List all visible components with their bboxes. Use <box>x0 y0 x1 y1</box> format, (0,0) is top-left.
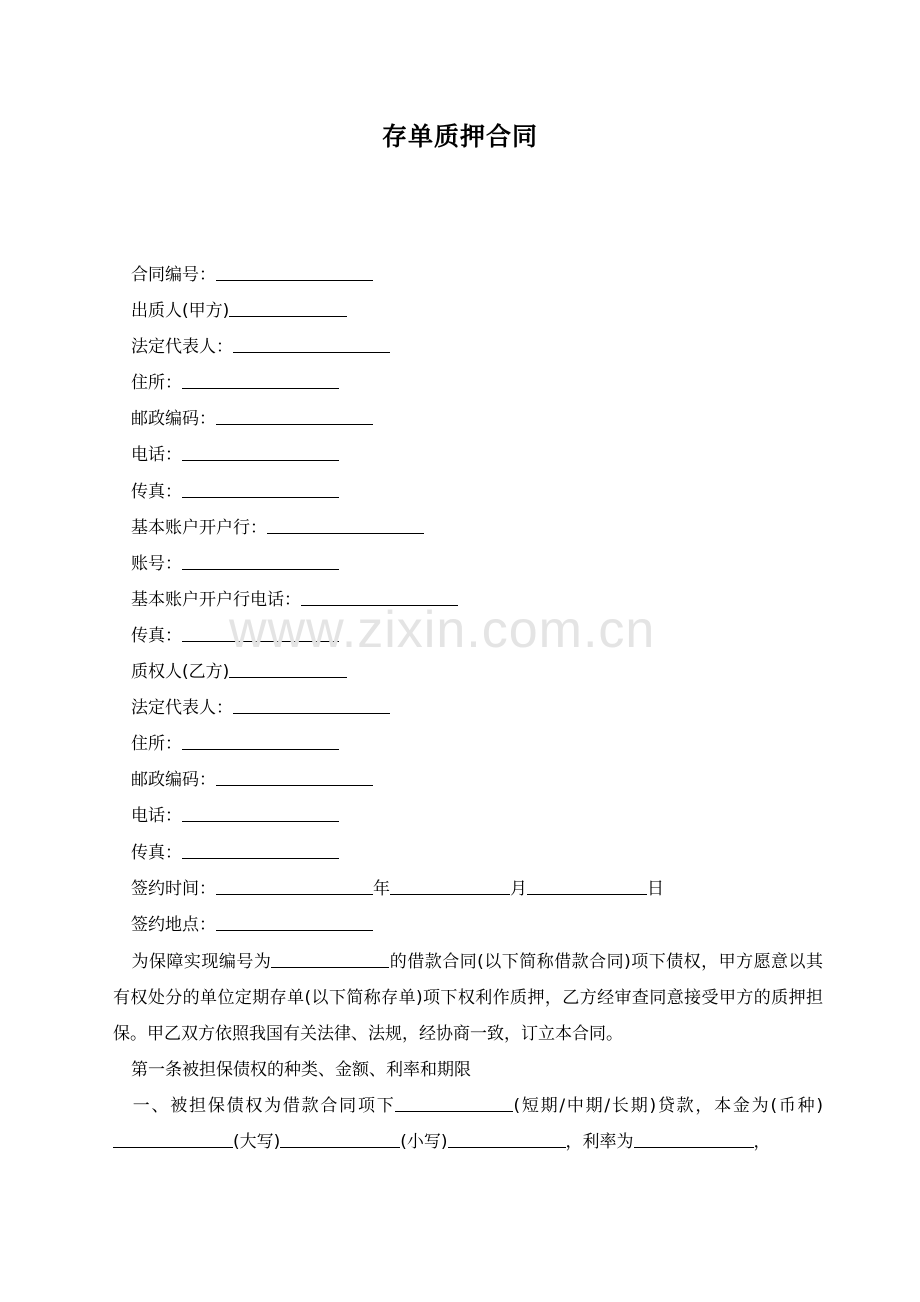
clause-text-6: ， <box>753 1132 771 1152</box>
field-label: 传真： <box>131 625 182 646</box>
field-label: 电话： <box>131 445 182 466</box>
year-label: 年 <box>373 878 390 899</box>
field-label: 法定代表人： <box>131 337 233 358</box>
field-label: 质权人(乙方) <box>131 662 230 683</box>
blank-line <box>448 1130 566 1148</box>
field-label: 签约时间： <box>131 878 216 899</box>
field-label: 传真： <box>131 842 182 863</box>
field-fax-a <box>131 479 664 515</box>
blank-line <box>229 660 347 678</box>
field-account <box>131 551 664 587</box>
blank-line <box>182 552 339 570</box>
field-pledgor <box>131 298 664 334</box>
blank-line <box>634 1130 754 1148</box>
field-label: 传真： <box>131 481 182 502</box>
field-label: 基本账户开户行： <box>131 517 267 538</box>
blank-line <box>182 732 339 750</box>
clause-1-paragraph <box>113 1088 823 1160</box>
field-label: 邮政编码： <box>131 409 216 430</box>
blank-line <box>395 1094 513 1112</box>
field-label: 出质人(甲方) <box>131 301 230 322</box>
party-fields <box>131 262 664 948</box>
intro-text-2: 的借款合同(以下简称借款合同)项下债权，甲方愿意以其有权处分的单位定期存单(以下简称存单)项下权利作质押，乙方经审查同意接受甲方的质押担保。甲乙双方依照我国有关法律、法规，经协商一致，订立本合同。 <box>113 952 824 1044</box>
clause-text-2: (短期/中期/长期)贷款，本金为(币种) <box>513 1096 824 1116</box>
document-title: 存单质押合同 <box>381 122 538 151</box>
blank-line <box>182 480 339 498</box>
watermark: www.zixin.com.cn <box>229 601 656 659</box>
blank-line <box>301 588 458 606</box>
field-contract-number <box>131 262 664 298</box>
field-label: 合同编号： <box>131 265 216 285</box>
blank-line <box>233 696 390 714</box>
field-legal-rep-b <box>131 695 664 731</box>
field-signing-place <box>131 912 664 948</box>
blank-line <box>182 371 339 389</box>
field-signing-date <box>131 876 664 912</box>
blank-line <box>527 877 647 895</box>
article-heading-text: 第一条被担保债权的种类、金额、利率和期限 <box>131 1060 471 1080</box>
blank-line <box>233 335 390 353</box>
blank-line <box>271 950 389 968</box>
blank-line <box>280 1130 400 1148</box>
clause-text-3: (大写) <box>233 1132 281 1152</box>
field-label: 基本账户开户行电话： <box>131 589 301 610</box>
month-label: 月 <box>510 878 527 899</box>
field-legal-rep-a <box>131 334 664 370</box>
field-label: 住所： <box>131 373 182 394</box>
field-label: 法定代表人： <box>131 698 233 719</box>
field-phone-b <box>131 803 664 839</box>
field-label: 账号： <box>131 553 182 574</box>
field-bank-fax <box>131 623 664 659</box>
field-pledgee <box>131 659 664 695</box>
blank-line <box>216 877 373 895</box>
field-label: 住所： <box>131 734 182 755</box>
clause-text-1: 一、被担保债权为借款合同项下 <box>131 1096 396 1116</box>
blank-line <box>216 407 373 425</box>
field-bank <box>131 515 664 551</box>
blank-line <box>216 768 373 786</box>
field-address-a <box>131 370 664 406</box>
blank-line <box>390 877 510 895</box>
blank-line <box>229 299 347 317</box>
field-address-b <box>131 731 664 767</box>
field-postcode-a <box>131 406 664 442</box>
clause-text-5: ，利率为 <box>565 1132 634 1152</box>
field-postcode-b <box>131 767 664 803</box>
field-label: 电话： <box>131 806 182 827</box>
blank-line <box>113 1130 233 1148</box>
blank-line <box>216 913 373 931</box>
intro-text-1: 为保障实现编号为 <box>131 952 272 972</box>
day-label: 日 <box>647 878 664 899</box>
intro-paragraph <box>113 944 823 1052</box>
blank-line <box>182 624 339 642</box>
field-label: 邮政编码： <box>131 770 216 791</box>
clause-text-4: (小写) <box>400 1132 448 1152</box>
blank-line <box>182 443 339 461</box>
field-label: 签约地点： <box>131 914 216 935</box>
blank-line <box>216 263 373 281</box>
blank-line <box>182 841 339 859</box>
article-1-heading <box>113 1052 823 1088</box>
field-phone-a <box>131 442 664 478</box>
blank-line <box>182 804 339 822</box>
blank-line <box>267 516 424 534</box>
field-fax-b <box>131 840 664 876</box>
field-bank-phone <box>131 587 664 623</box>
